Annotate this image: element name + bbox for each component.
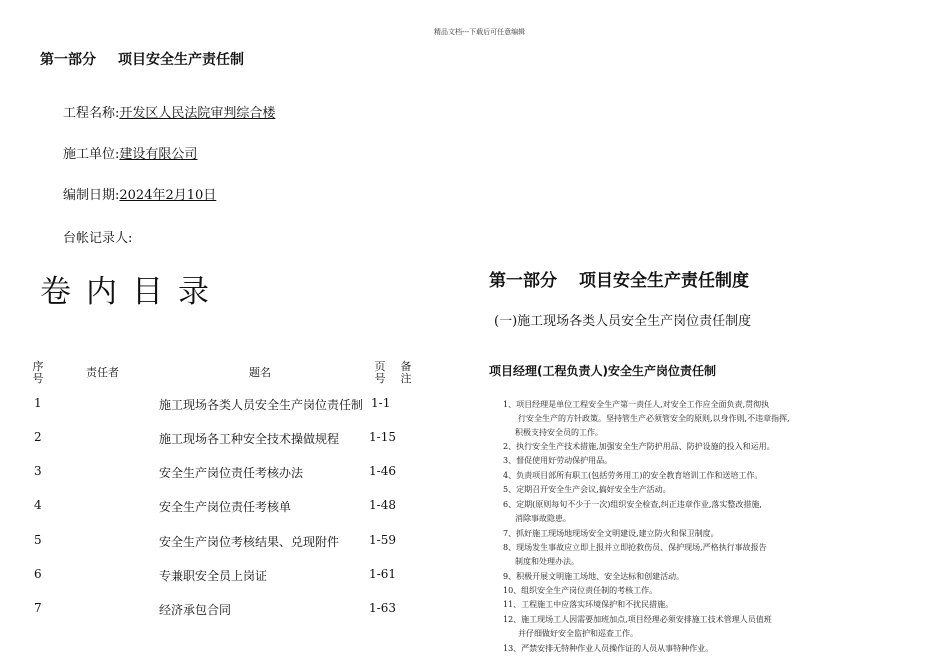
info-construction-unit: [63, 143, 197, 162]
info-label: 台帐记录人:: [63, 231, 133, 246]
catalog-title: 卷内目录: [40, 274, 224, 310]
duty-line: 制度和处理办法。: [515, 557, 579, 566]
row-page: 1-15: [369, 430, 396, 444]
duty-line: 9、积极开展文明施工场地、安全达标和创建活动。: [503, 572, 685, 581]
row-page: 1-59: [369, 533, 396, 547]
right-section-heading: 项目经理(工程负责人)安全生产岗位责任制: [489, 364, 716, 378]
info-project-name: [63, 102, 275, 121]
right-part-name: 项目安全生产责任制度: [579, 271, 749, 291]
info-value: 开发区人民法院审判综合楼: [119, 106, 276, 121]
duty-line: 并仔细做好安全监护和巡查工作。: [518, 629, 638, 638]
right-subtitle: (一)施工现场各类人员安全生产岗位责任制度: [494, 314, 752, 329]
row-title: 施工现场各类人员安全生产岗位责任制: [159, 398, 364, 412]
row-seq: 4: [34, 498, 42, 512]
row-seq: 6: [34, 567, 42, 581]
info-label: 编制日期:: [63, 188, 120, 203]
left-part-title: [40, 49, 244, 69]
right-part-title: [489, 266, 749, 291]
row-title: 安全生产岗位考核结果、兑现附件: [159, 535, 340, 549]
row-page: 1-48: [369, 498, 396, 512]
info-compile-date: [63, 184, 216, 203]
duty-line: 13、严禁安排无特种作业人员操作证的人员从事特种作业。: [503, 644, 714, 653]
info-value: 2024年2月10日: [119, 188, 217, 203]
row-title: 经济承包合同: [159, 603, 232, 617]
info-recorder: [63, 227, 132, 246]
row-seq: 3: [34, 464, 42, 478]
row-seq: 7: [34, 601, 42, 615]
duty-line: 10、组织安全生产岗位责任制的考核工作。: [503, 586, 658, 595]
header-title: 题名: [249, 366, 271, 379]
row-page: 1-63: [369, 601, 396, 615]
row-seq: 1: [34, 396, 42, 410]
duty-line: 12、施工现场工人因需要加班加点,项目经理必须安排施工技术管理人员值班: [503, 615, 772, 624]
row-page: 1-1: [371, 396, 391, 410]
duty-line: 8、现场发生事故应立即上报并立即抢救伤员、保护现场,严格执行事故报告: [503, 543, 767, 552]
header-note: 备 注: [400, 360, 412, 385]
duty-line: 行安全生产的方针政策。坚持管生产必须管安全的原则,以身作则,不违章指挥,: [518, 414, 790, 423]
left-part-name: 项目安全生产责任制: [118, 52, 244, 68]
left-part-label: 第一部分: [40, 52, 96, 68]
right-part-label: 第一部分: [489, 271, 557, 291]
header-watermark: 精品文档---下载后可任意编辑: [434, 28, 526, 36]
row-title: 专兼职安全员上岗证: [159, 569, 268, 583]
duty-line: 7、抓好施工现场地现场安全文明建设,建立防火和保卫制度。: [503, 529, 719, 538]
row-title: 施工现场各工种安全技术操做规程: [159, 432, 340, 446]
info-label: 工程名称:: [63, 106, 120, 121]
header-owner: 责任者: [86, 366, 119, 379]
duty-line: 6、定期(原则每旬不少于一次)组织安全检查,纠正违章作业,落实整改措施,: [503, 500, 762, 509]
header-seq: 序 号: [32, 360, 44, 385]
row-title: 安全生产岗位责任考核单: [159, 500, 292, 514]
duty-line: 3、督促使用好劳动保护用品。: [503, 456, 613, 465]
row-seq: 5: [34, 533, 42, 547]
row-title: 安全生产岗位责任考核办法: [159, 466, 304, 480]
duty-line: 4、负责项目部所有职工(包括劳务用工)的安全教育培训工作和送培工作。: [503, 471, 763, 480]
duty-line: 11、工程施工中应落实环境保护和不扰民措施。: [503, 600, 674, 609]
info-value: 建设有限公司: [119, 147, 198, 162]
duty-line: 1、项目经理是单位工程安全生产第一责任人,对安全工作应全面负责,贯彻执: [503, 400, 770, 409]
duty-line: 5、定期召开安全生产会议,搞好安全生产活动。: [503, 485, 671, 494]
duty-line: 积极支持安全员的工作。: [515, 428, 603, 437]
row-page: 1-46: [369, 464, 396, 478]
header-page: 页 号: [374, 360, 386, 385]
info-label: 施工单位:: [63, 147, 120, 162]
row-seq: 2: [34, 430, 42, 444]
row-page: 1-61: [369, 567, 396, 581]
duty-line: 2、执行安全生产技术措施,加强安全生产防护用品、防护设施的投入和运用。: [503, 442, 775, 451]
duty-line: 消除事故隐患。: [515, 514, 571, 523]
